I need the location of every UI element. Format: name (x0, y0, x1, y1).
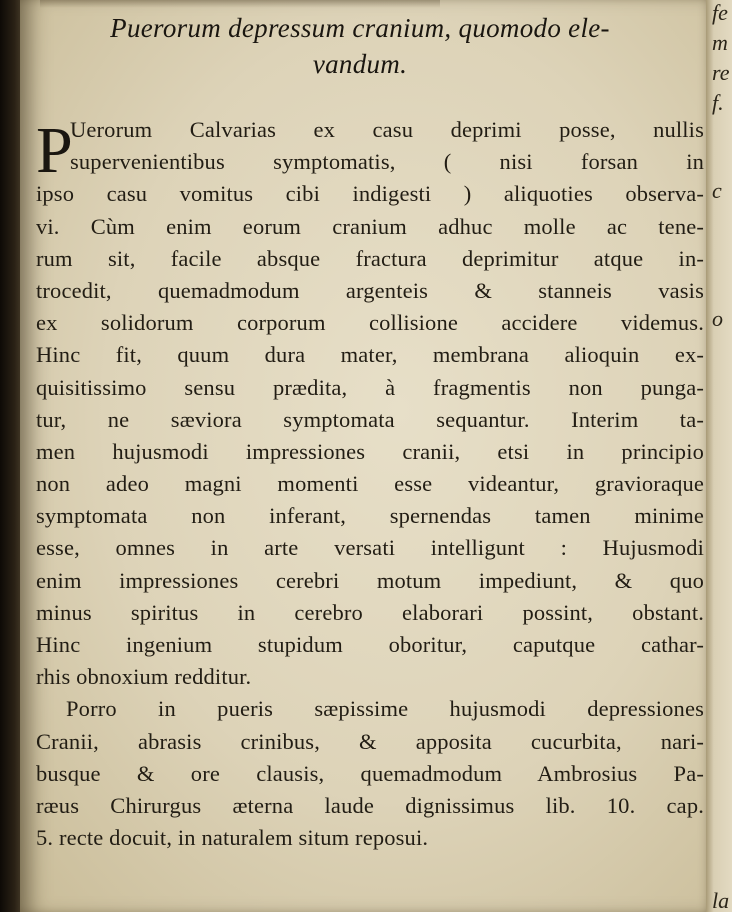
body-paragraphs (36, 114, 704, 854)
adjacent-fragment: la (712, 888, 730, 912)
adjacent-fragment: fe (712, 0, 728, 25)
text-line: 5. recte docuit, in naturalem situm reposui. (36, 825, 429, 851)
adjacent-fragment: re (712, 60, 730, 85)
text-line: Hinc fit, quum dura mater, membrana alioquin ex- (36, 342, 704, 368)
adjacent-fragment: c (712, 178, 722, 203)
text-line: busque & ore clausis, quemadmodum Ambrosius Pa- (36, 760, 704, 786)
heading-line-2: vandum. (312, 49, 408, 79)
text-line: enim impressiones cerebri motum impediunt, & quo (36, 567, 704, 593)
text-line: rhis obnoxium redditur. (36, 664, 252, 690)
text-line: tur, ne sæviora symptomata sequantur. Interim ta- (36, 406, 704, 432)
text-line: men hujusmodi impressiones cranii, etsi in principio (36, 438, 704, 464)
text-line: vi. Cùm enim eorum cranium adhuc molle ac tene- (36, 213, 704, 239)
page-top-shadow (40, 0, 440, 8)
adjacent-fragment: m (712, 30, 728, 55)
text-line: Uerorum Calvarias ex casu deprimi posse, nullis (70, 117, 704, 142)
text-line: Porro in pueris sæpissime hujusmodi depressiones (66, 696, 704, 722)
text-line: Hinc ingenium stupidum oboritur, caputque cathar- (36, 632, 704, 657)
text-line: esse, omnes in arte versati intelligunt : Hujusmodi (36, 535, 704, 561)
text-line: symptomata non inferant, spernendas tamen minime (36, 503, 704, 529)
adjacent-fragment: f. (712, 90, 724, 115)
adjacent-fragment: o (712, 306, 723, 331)
text-line: supervenientibus symptomatis, ( nisi forsan in (70, 149, 704, 175)
heading-line-1: Puerorum depressum cranium, quomodo ele- (110, 13, 610, 43)
text-line: ipso casu vomitus cibi indigesti ) aliquoties observa- (36, 181, 704, 207)
text-line: Cranii, abrasis crinibus, & apposita cucurbita, nari- (36, 728, 704, 754)
text-line: rum sit, facile absque fractura deprimitur atque in- (36, 245, 704, 271)
text-line: quisitissimo sensu prædita, à fragmentis non punga- (36, 374, 704, 400)
text-line: trocedit, quemadmodum argenteis & stanneis vasis (36, 277, 704, 303)
text-line: ex solidorum corporum collisione accidere videmus. (36, 310, 704, 336)
text-line: non adeo magni momenti esse videantur, gravioraque (36, 471, 704, 497)
drop-capital: P (36, 114, 73, 187)
text-line: ræus Chirurgus æterna laude dignissimus lib. 10. cap. (36, 792, 704, 818)
section-heading (40, 10, 680, 82)
adjacent-page-edge (706, 0, 732, 912)
text-line: minus spiritus in cerebro elaborari possint, obstant. (36, 599, 704, 625)
